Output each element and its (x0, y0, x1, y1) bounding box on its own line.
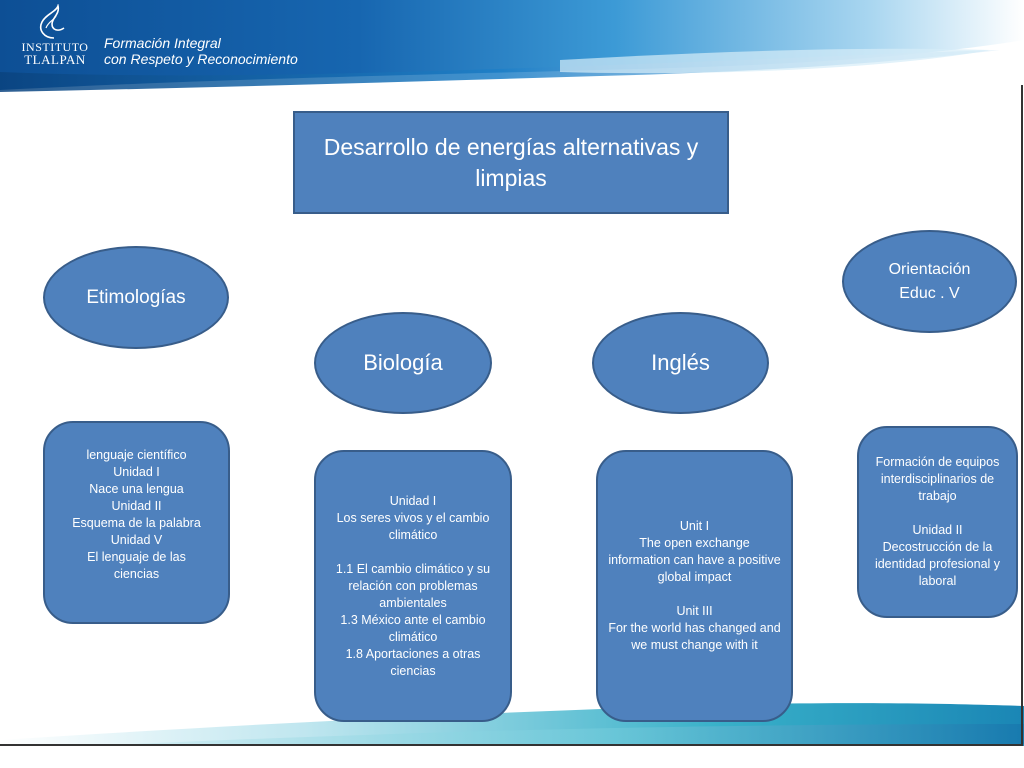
card-orientacion (857, 426, 1018, 618)
slide-border-bottom (0, 744, 1023, 746)
card-ingles (596, 450, 793, 722)
card-orientacion-text: Formación de equipos interdisciplinarios de trabajo Unidad II Decostrucción de la identidad profesional y laboral (874, 455, 1001, 588)
logo-text-line2: TLALPAN (24, 52, 86, 67)
card-etimologias (43, 421, 230, 624)
node-ingles (592, 312, 769, 414)
card-biologia (314, 450, 512, 722)
institute-logo-icon (30, 4, 78, 42)
slide-border-right (1021, 85, 1023, 745)
logo-text-line1: INSTITUTO (21, 40, 89, 54)
tagline-line2: con Respeto y Reconocimiento (104, 51, 298, 67)
card-etimologias-text: lenguaje científico Unidad I Nace una lengua Unidad II Esquema de la palabra Unidad V El lenguaje de las ciencias (72, 448, 201, 581)
diagram-title: Desarrollo de energías alternativas y limpias (323, 133, 699, 191)
card-ingles-text: Unit I The open exchange information can have a positive global impact Unit III For the world has changed and we must change with it (608, 519, 781, 652)
node-etimologias (43, 246, 229, 349)
diagram-title-box (293, 111, 729, 214)
node-orientacion (842, 230, 1017, 333)
slide-margin (0, 746, 1024, 768)
node-orientacion-label: Orientación Educ . V (888, 260, 971, 302)
tagline-line1: Formación Integral (104, 35, 221, 51)
node-ingles-label: Inglés (651, 350, 710, 375)
node-etimologias-label: Etimologías (86, 286, 186, 308)
node-biologia-label: Biología (363, 350, 443, 375)
card-biologia-text: Unidad I Los seres vivos y el cambio climático 1.1 El cambio climático y su relación con problemas ambientales 1.3 México ante el cambio climático 1.8 Aportaciones a otras ciencias (335, 493, 491, 678)
node-biologia (314, 312, 492, 414)
